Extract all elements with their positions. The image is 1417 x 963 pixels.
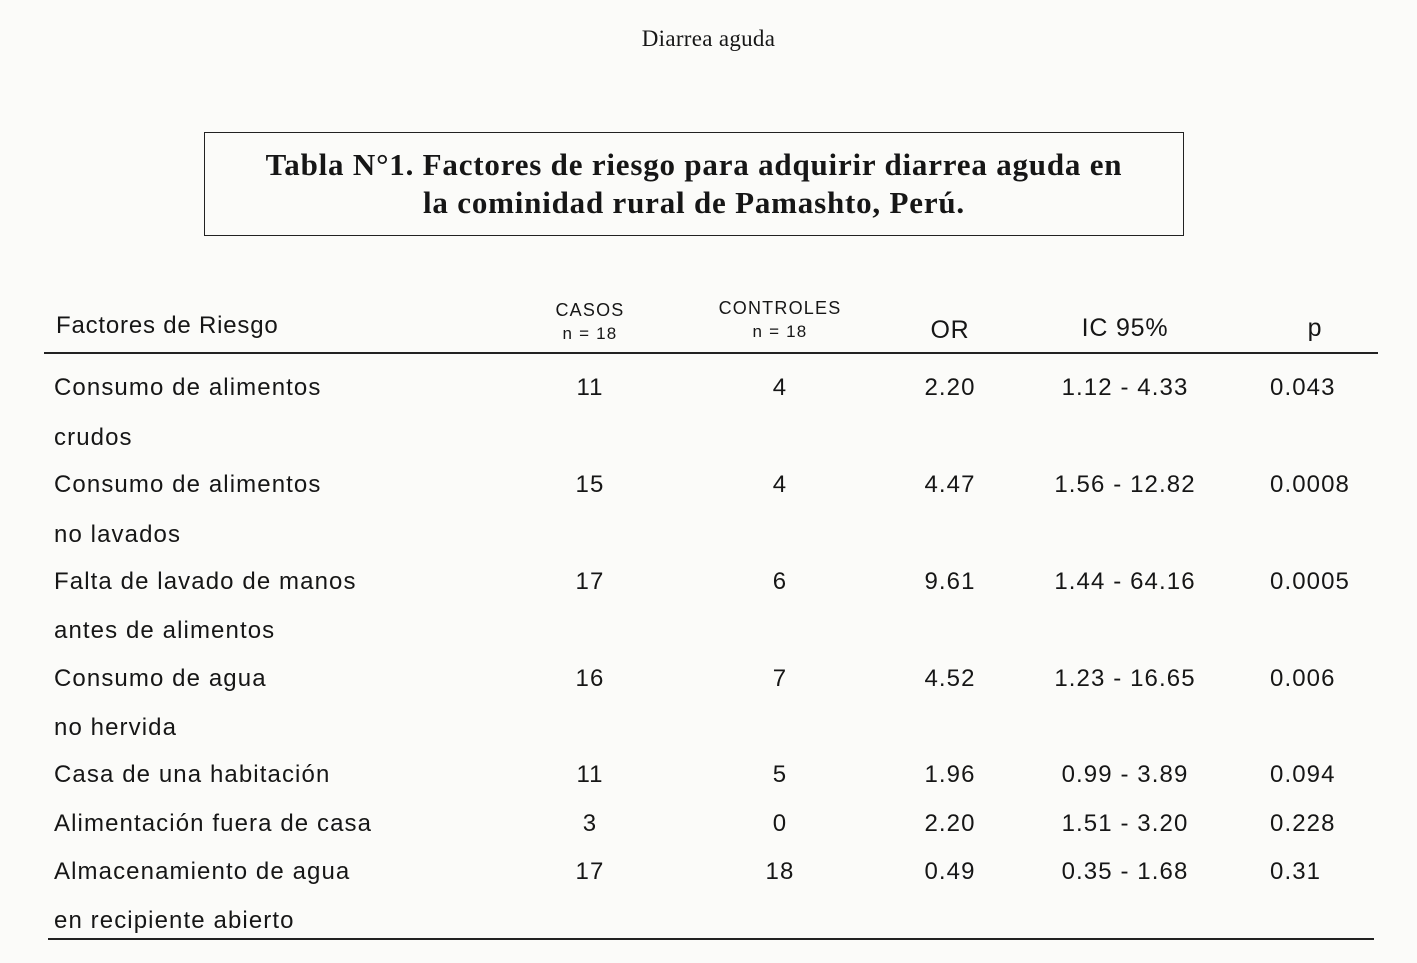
ic-cell: 1.56 - 12.82	[1054, 471, 1196, 498]
table-row	[0, 804, 1417, 844]
table-row-continuation	[0, 901, 1417, 941]
table-row-continuation	[0, 708, 1417, 748]
table-row	[0, 755, 1417, 795]
factor-cell-line2: en recipiente abierto	[54, 907, 295, 934]
factor-cell: Alimentación fuera de casa	[54, 810, 373, 837]
table-row	[0, 659, 1417, 699]
factor-cell-line2: no hervida	[54, 714, 178, 741]
controles-cell: 6	[772, 568, 788, 595]
table-row	[0, 852, 1417, 892]
casos-cell: 11	[576, 761, 604, 788]
casos-cell: 3	[582, 810, 598, 837]
factor-cell: Almacenamiento de agua	[54, 858, 351, 885]
or-cell: 1.96	[924, 761, 976, 788]
casos-cell: 16	[575, 665, 605, 692]
table-row	[0, 368, 1417, 408]
controles-cell: 4	[772, 471, 788, 498]
header-factor: Factores de Riesgo	[56, 312, 279, 339]
p-cell: 0.006	[1270, 665, 1336, 692]
p-cell: 0.094	[1270, 761, 1336, 788]
header-p: p	[1307, 314, 1323, 342]
factor-cell: Consumo de alimentos	[54, 374, 322, 401]
factor-cell: Consumo de agua	[54, 665, 267, 692]
header-casos-n: n = 18	[562, 324, 618, 343]
or-cell: 9.61	[924, 568, 976, 595]
table-row	[0, 465, 1417, 505]
controles-cell: 18	[765, 858, 795, 885]
or-cell: 4.52	[924, 665, 976, 692]
ic-cell: 0.35 - 1.68	[1061, 858, 1189, 885]
header-or: OR	[930, 316, 970, 344]
table-title-box	[204, 132, 1184, 236]
table-row-continuation	[0, 611, 1417, 651]
ic-cell: 0.99 - 3.89	[1061, 761, 1189, 788]
p-cell: 0.043	[1270, 374, 1336, 401]
p-cell: 0.31	[1270, 858, 1322, 885]
or-cell: 0.49	[924, 858, 976, 885]
p-cell: 0.0008	[1270, 471, 1351, 498]
table-row-continuation	[0, 418, 1417, 458]
ic-cell: 1.23 - 16.65	[1054, 665, 1196, 692]
header-ic: IC 95%	[1081, 314, 1169, 342]
table-row-continuation	[0, 515, 1417, 555]
ic-cell: 1.44 - 64.16	[1054, 568, 1196, 595]
controles-cell: 5	[772, 761, 788, 788]
ic-cell: 1.51 - 3.20	[1061, 810, 1189, 837]
controles-cell: 4	[772, 374, 788, 401]
header-casos	[540, 298, 640, 346]
casos-cell: 11	[576, 374, 604, 401]
table-title-line-2: la cominidad rural de Pamashto, Perú.	[423, 185, 965, 220]
footer-rule	[48, 938, 1374, 940]
factor-cell-line2: no lavados	[54, 521, 182, 548]
header-controles-label: CONTROLES	[718, 298, 842, 318]
or-cell: 2.20	[924, 810, 976, 837]
factor-cell: Casa de una habitación	[54, 761, 331, 788]
or-cell: 4.47	[924, 471, 976, 498]
header-rule	[44, 352, 1378, 354]
ic-cell: 1.12 - 4.33	[1061, 374, 1189, 401]
or-cell: 2.20	[924, 374, 976, 401]
header-controles-n: n = 18	[752, 322, 808, 341]
controles-cell: 0	[772, 810, 788, 837]
table-title-line-1: Tabla N°1. Factores de riesgo para adquirir diarrea aguda en	[265, 147, 1123, 182]
casos-cell: 17	[575, 858, 605, 885]
factor-cell: Consumo de alimentos	[54, 471, 322, 498]
casos-cell: 15	[575, 471, 605, 498]
table-row	[0, 562, 1417, 602]
header-casos-label: CASOS	[555, 300, 625, 320]
controles-cell: 7	[772, 665, 788, 692]
header-controles	[700, 296, 860, 344]
p-cell: 0.228	[1270, 810, 1336, 837]
factor-cell-line2: antes de alimentos	[54, 617, 276, 644]
factor-cell: Falta de lavado de manos	[54, 568, 357, 595]
casos-cell: 17	[575, 568, 605, 595]
running-head: Diarrea aguda	[641, 26, 776, 51]
p-cell: 0.0005	[1270, 568, 1351, 595]
factor-cell-line2: crudos	[54, 424, 133, 451]
